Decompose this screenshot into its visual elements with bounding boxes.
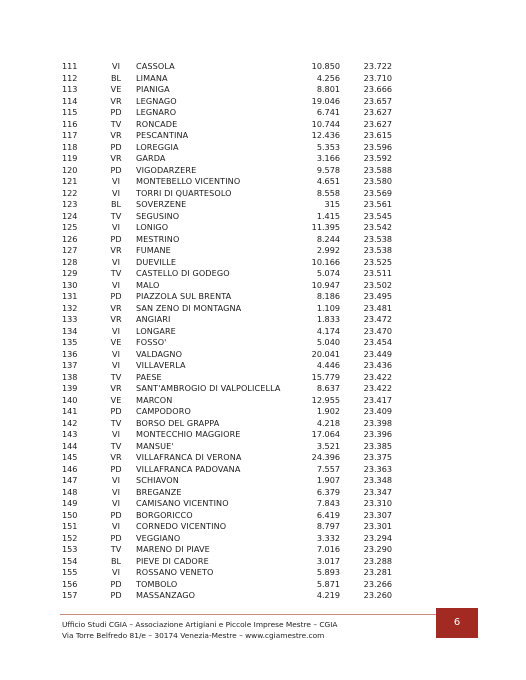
table-row [0,153,526,165]
footer-divider [60,614,436,615]
ranking-value-cell: 23.596 [363,141,392,152]
ranking-value-cell: 23.348 [363,475,392,485]
ranking-value-cell: 23.290 [363,544,392,554]
value-cell: 10.850 [311,61,340,71]
rank-cell: 136 [62,348,78,359]
table-row [0,96,526,108]
rank-cell: 132 [62,302,78,313]
province-cell: VI [112,475,120,485]
rank-cell: 142 [62,417,78,428]
rank-cell: 149 [62,498,78,508]
province-cell: VR [110,245,122,255]
table-row [0,372,526,384]
municipality-cell: DUEVILLE [136,256,177,267]
value-cell: 5.353 [316,141,340,152]
ranking-value-cell: 23.422 [363,371,392,382]
municipality-cell: VILLAVERLA [136,360,186,370]
ranking-value-cell: 23.472 [363,314,392,324]
ranking-value-cell: 23.511 [363,268,392,278]
rank-cell: 115 [62,107,78,117]
table-row [0,73,526,85]
rank-cell: 157 [62,590,78,600]
table-row [0,360,526,372]
province-cell: VI [112,256,120,267]
value-cell: 3.166 [316,153,340,163]
table-row [0,521,526,533]
ranking-value-cell: 23.592 [363,153,392,163]
table-row [0,590,526,602]
footer-organization: Ufficio Studi CGIA – Associazione Artigiani e Piccole Imprese Mestre – CGIA [62,620,338,629]
table-row [0,199,526,211]
ranking-value-cell: 23.454 [363,337,392,347]
value-cell: 5.040 [316,337,340,347]
footer-address: Via Torre Belfredo 81/e – 30174 Venezia-Mestre – www.cgiamestre.com [62,630,325,640]
province-cell: TV [110,210,122,221]
ranking-value-cell: 23.470 [363,325,392,336]
municipality-cell: CASSOLA [136,61,175,71]
value-cell: 7.557 [316,463,340,474]
ranking-value-cell: 23.627 [363,107,392,117]
ranking-value-cell: 23.310 [363,498,392,508]
province-cell: VI [112,222,120,232]
table-row [0,406,526,418]
rank-cell: 139 [62,383,78,393]
rank-cell: 131 [62,291,78,301]
municipality-cell: TORRI DI QUARTESOLO [136,187,232,198]
province-cell: BL [110,555,122,566]
rank-cell: 143 [62,429,78,439]
municipality-cell: PIEVE DI CADORE [136,555,209,566]
value-cell: 3.017 [316,555,340,566]
province-cell: VI [112,279,120,290]
ranking-value-cell: 23.495 [363,291,392,301]
value-cell: 10.744 [311,118,340,129]
municipality-cell: RONCADE [136,118,178,129]
municipality-table [0,61,526,602]
table-row [0,337,526,349]
ranking-value-cell: 23.538 [363,245,392,255]
province-cell: VR [110,153,122,163]
province-cell: VI [112,486,120,497]
ranking-value-cell: 23.266 [363,578,392,589]
rank-cell: 144 [62,440,78,451]
province-cell: PD [110,590,122,600]
municipality-cell: SAN ZENO DI MONTAGNA [136,302,242,313]
municipality-cell: VILLAFRANCA DI VERONA [136,452,242,462]
province-cell: BL [110,199,122,209]
value-cell: 4.218 [316,417,340,428]
value-cell: 15.779 [311,371,340,382]
table-row [0,418,526,430]
ranking-value-cell: 23.436 [363,360,392,370]
value-cell: 1.415 [316,210,340,221]
municipality-cell: VILLAFRANCA PADOVANA [136,463,241,474]
value-cell: 20.041 [311,348,340,359]
municipality-cell: PAESE [136,371,162,382]
municipality-cell: SANT'AMBROGIO DI VALPOLICELLA [136,383,281,393]
ranking-value-cell: 23.710 [363,72,392,83]
table-row [0,567,526,579]
rank-cell: 155 [62,567,78,577]
province-cell: PD [110,291,122,301]
rank-cell: 118 [62,141,78,152]
municipality-cell: MARENO DI PIAVE [136,544,210,554]
rank-cell: 122 [62,187,78,198]
value-cell: 9.578 [316,164,340,175]
table-row [0,130,526,142]
ranking-value-cell: 23.525 [363,256,392,267]
ranking-value-cell: 23.288 [363,555,392,566]
value-cell: 5.074 [316,268,340,278]
province-cell: VI [112,498,120,508]
value-cell: 17.064 [311,429,340,439]
value-cell: 19.046 [311,95,340,106]
value-cell: 7.843 [316,498,340,508]
ranking-value-cell: 23.398 [363,417,392,428]
rank-cell: 156 [62,578,78,589]
province-cell: TV [110,371,122,382]
table-row [0,556,526,568]
province-cell: VR [110,302,122,313]
table-row [0,280,526,292]
municipality-cell: PIAZZOLA SUL BRENTA [136,291,232,301]
province-cell: VI [112,429,120,439]
municipality-cell: SEGUSINO [136,210,180,221]
rank-cell: 152 [62,532,78,543]
province-cell: VI [112,521,120,531]
table-row [0,452,526,464]
ranking-value-cell: 23.657 [363,95,392,106]
table-row [0,395,526,407]
province-cell: PD [110,463,122,474]
value-cell: 2.992 [316,245,340,255]
ranking-value-cell: 23.281 [363,567,392,577]
province-cell: VI [112,61,120,71]
municipality-cell: PESCANTINA [136,130,189,140]
table-row [0,579,526,591]
ranking-value-cell: 23.396 [363,429,392,439]
province-cell: VI [112,325,120,336]
rank-cell: 125 [62,222,78,232]
ranking-value-cell: 23.481 [363,302,392,313]
rank-cell: 111 [62,61,78,71]
municipality-cell: MASSANZAGO [136,590,196,600]
municipality-cell: MONTECCHIO MAGGIORE [136,429,241,439]
municipality-cell: LONGARE [136,325,176,336]
rank-cell: 133 [62,314,78,324]
rank-cell: 145 [62,452,78,462]
province-cell: VI [112,360,120,370]
table-row [0,257,526,269]
page-footer [0,608,526,668]
rank-cell: 146 [62,463,78,474]
value-cell: 12.436 [311,130,340,140]
table-row [0,303,526,315]
rank-cell: 128 [62,256,78,267]
rank-cell: 121 [62,176,78,186]
table-row [0,533,526,545]
ranking-value-cell: 23.375 [363,452,392,462]
rank-cell: 123 [62,199,78,209]
table-row [0,165,526,177]
province-cell: PD [110,532,122,543]
value-cell: 8.797 [316,521,340,531]
value-cell: 6.379 [316,486,340,497]
ranking-value-cell: 23.561 [363,199,392,209]
rank-cell: 138 [62,371,78,382]
municipality-cell: SCHIAVON [136,475,179,485]
value-cell: 5.893 [316,567,340,577]
table-row [0,245,526,257]
municipality-cell: FUMANE [136,245,171,255]
table-row [0,429,526,441]
value-cell: 6.419 [316,509,340,520]
province-cell: VR [110,452,122,462]
province-cell: VI [112,187,120,198]
rank-cell: 119 [62,153,78,163]
province-cell: VR [110,383,122,393]
province-cell: PD [110,406,122,416]
rank-cell: 120 [62,164,78,175]
table-row [0,222,526,234]
value-cell: 4.651 [316,176,340,186]
table-row [0,234,526,246]
ranking-value-cell: 23.580 [363,176,392,186]
province-cell: TV [110,544,122,554]
municipality-cell: BORGORICCO [136,509,193,520]
province-cell: VI [112,567,120,577]
ranking-value-cell: 23.409 [363,406,392,416]
province-cell: PD [110,233,122,244]
province-cell: VI [112,348,120,359]
ranking-value-cell: 23.307 [363,509,392,520]
rank-cell: 141 [62,406,78,416]
table-row [0,268,526,280]
province-cell: VE [110,84,122,94]
value-cell: 10.947 [311,279,340,290]
rank-cell: 126 [62,233,78,244]
municipality-cell: LONIGO [136,222,169,232]
municipality-cell: LEGNARO [136,107,177,117]
rank-cell: 148 [62,486,78,497]
province-cell: BL [110,72,122,83]
rank-cell: 124 [62,210,78,221]
table-row [0,84,526,96]
value-cell: 10.166 [311,256,340,267]
value-cell: 4.446 [316,360,340,370]
ranking-value-cell: 23.294 [363,532,392,543]
ranking-value-cell: 23.417 [363,394,392,405]
table-row [0,441,526,453]
ranking-value-cell: 23.666 [363,84,392,94]
municipality-cell: BREGANZE [136,486,182,497]
table-row [0,349,526,361]
province-cell: TV [110,268,122,278]
value-cell: 315 [324,199,340,209]
value-cell: 1.907 [316,475,340,485]
ranking-value-cell: 23.502 [363,279,392,290]
page-number: 6 [453,617,461,628]
value-cell: 8.637 [316,383,340,393]
table-row [0,383,526,395]
ranking-value-cell: 23.627 [363,118,392,129]
table-row [0,176,526,188]
rank-cell: 154 [62,555,78,566]
table-row [0,544,526,556]
ranking-value-cell: 23.569 [363,187,392,198]
province-cell: TV [110,417,122,428]
municipality-cell: CORNEDO VICENTINO [136,521,227,531]
value-cell: 12.955 [311,394,340,405]
ranking-value-cell: 23.385 [363,440,392,451]
province-cell: TV [110,118,122,129]
ranking-value-cell: 23.301 [363,521,392,531]
value-cell: 5.871 [316,578,340,589]
ranking-value-cell: 23.363 [363,463,392,474]
province-cell: PD [110,509,122,520]
municipality-cell: MARCON [136,394,173,405]
value-cell: 1.902 [316,406,340,416]
municipality-cell: VALDAGNO [136,348,183,359]
table-row [0,487,526,499]
municipality-cell: ANGIARI [136,314,171,324]
rank-cell: 117 [62,130,78,140]
rank-cell: 134 [62,325,78,336]
table-row [0,326,526,338]
rank-cell: 153 [62,544,78,554]
table-row [0,119,526,131]
rank-cell: 147 [62,475,78,485]
ranking-value-cell: 23.449 [363,348,392,359]
municipality-cell: SOVERZENE [136,199,187,209]
rank-cell: 113 [62,84,78,94]
rank-cell: 116 [62,118,78,129]
province-cell: VE [110,394,122,405]
value-cell: 7.016 [316,544,340,554]
rank-cell: 114 [62,95,78,106]
value-cell: 3.521 [316,440,340,451]
ranking-value-cell: 23.542 [363,222,392,232]
province-cell: VR [110,130,122,140]
municipality-cell: GARDA [136,153,166,163]
value-cell: 4.219 [316,590,340,600]
municipality-cell: CASTELLO DI GODEGO [136,268,230,278]
ranking-value-cell: 23.347 [363,486,392,497]
table-row [0,107,526,119]
value-cell: 11.395 [311,222,340,232]
province-cell: PD [110,578,122,589]
value-cell: 4.256 [316,72,340,83]
municipality-cell: FOSSO' [136,337,167,347]
table-row [0,510,526,522]
rank-cell: 150 [62,509,78,520]
rank-cell: 151 [62,521,78,531]
ranking-value-cell: 23.538 [363,233,392,244]
rank-cell: 140 [62,394,78,405]
province-cell: VR [110,95,122,106]
municipality-cell: LEGNAGO [136,95,177,106]
municipality-cell: TOMBOLO [136,578,178,589]
province-cell: VI [112,176,120,186]
table-row [0,188,526,200]
municipality-cell: CAMPODORO [136,406,191,416]
table-row [0,61,526,73]
municipality-cell: CAMISANO VICENTINO [136,498,229,508]
page-number-badge [436,608,478,638]
value-cell: 4.174 [316,325,340,336]
ranking-value-cell: 23.260 [363,590,392,600]
municipality-cell: MALO [136,279,160,290]
municipality-cell: BORSO DEL GRAPPA [136,417,220,428]
table-row [0,291,526,303]
municipality-cell: MESTRINO [136,233,180,244]
table-row [0,464,526,476]
rank-cell: 129 [62,268,78,278]
ranking-value-cell: 23.588 [363,164,392,175]
rank-cell: 127 [62,245,78,255]
value-cell: 1.833 [316,314,340,324]
table-row [0,498,526,510]
value-cell: 6.741 [316,107,340,117]
municipality-cell: ROSSANO VENETO [136,567,214,577]
value-cell: 8.244 [316,233,340,244]
value-cell: 1.109 [316,302,340,313]
municipality-cell: VIGODARZERE [136,164,197,175]
province-cell: PD [110,107,122,117]
ranking-value-cell: 23.545 [363,210,392,221]
province-cell: VR [110,314,122,324]
rank-cell: 112 [62,72,78,83]
municipality-cell: PIANIGA [136,84,170,94]
municipality-cell: LIMANA [136,72,168,83]
value-cell: 3.332 [316,532,340,543]
municipality-cell: MANSUE' [136,440,174,451]
table-row [0,475,526,487]
rank-cell: 130 [62,279,78,290]
ranking-value-cell: 23.422 [363,383,392,393]
province-cell: TV [110,440,122,451]
table-row [0,314,526,326]
value-cell: 24.396 [311,452,340,462]
table-row [0,142,526,154]
municipality-cell: LOREGGIA [136,141,179,152]
rank-cell: 135 [62,337,78,347]
ranking-value-cell: 23.722 [363,61,392,71]
rank-cell: 137 [62,360,78,370]
value-cell: 8.558 [316,187,340,198]
table-row [0,211,526,223]
province-cell: PD [110,164,122,175]
value-cell: 8.186 [316,291,340,301]
province-cell: VE [110,337,122,347]
municipality-cell: MONTEBELLO VICENTINO [136,176,241,186]
footer-text [62,620,338,641]
value-cell: 8.801 [316,84,340,94]
municipality-cell: VEGGIANO [136,532,181,543]
ranking-value-cell: 23.615 [363,130,392,140]
province-cell: PD [110,141,122,152]
